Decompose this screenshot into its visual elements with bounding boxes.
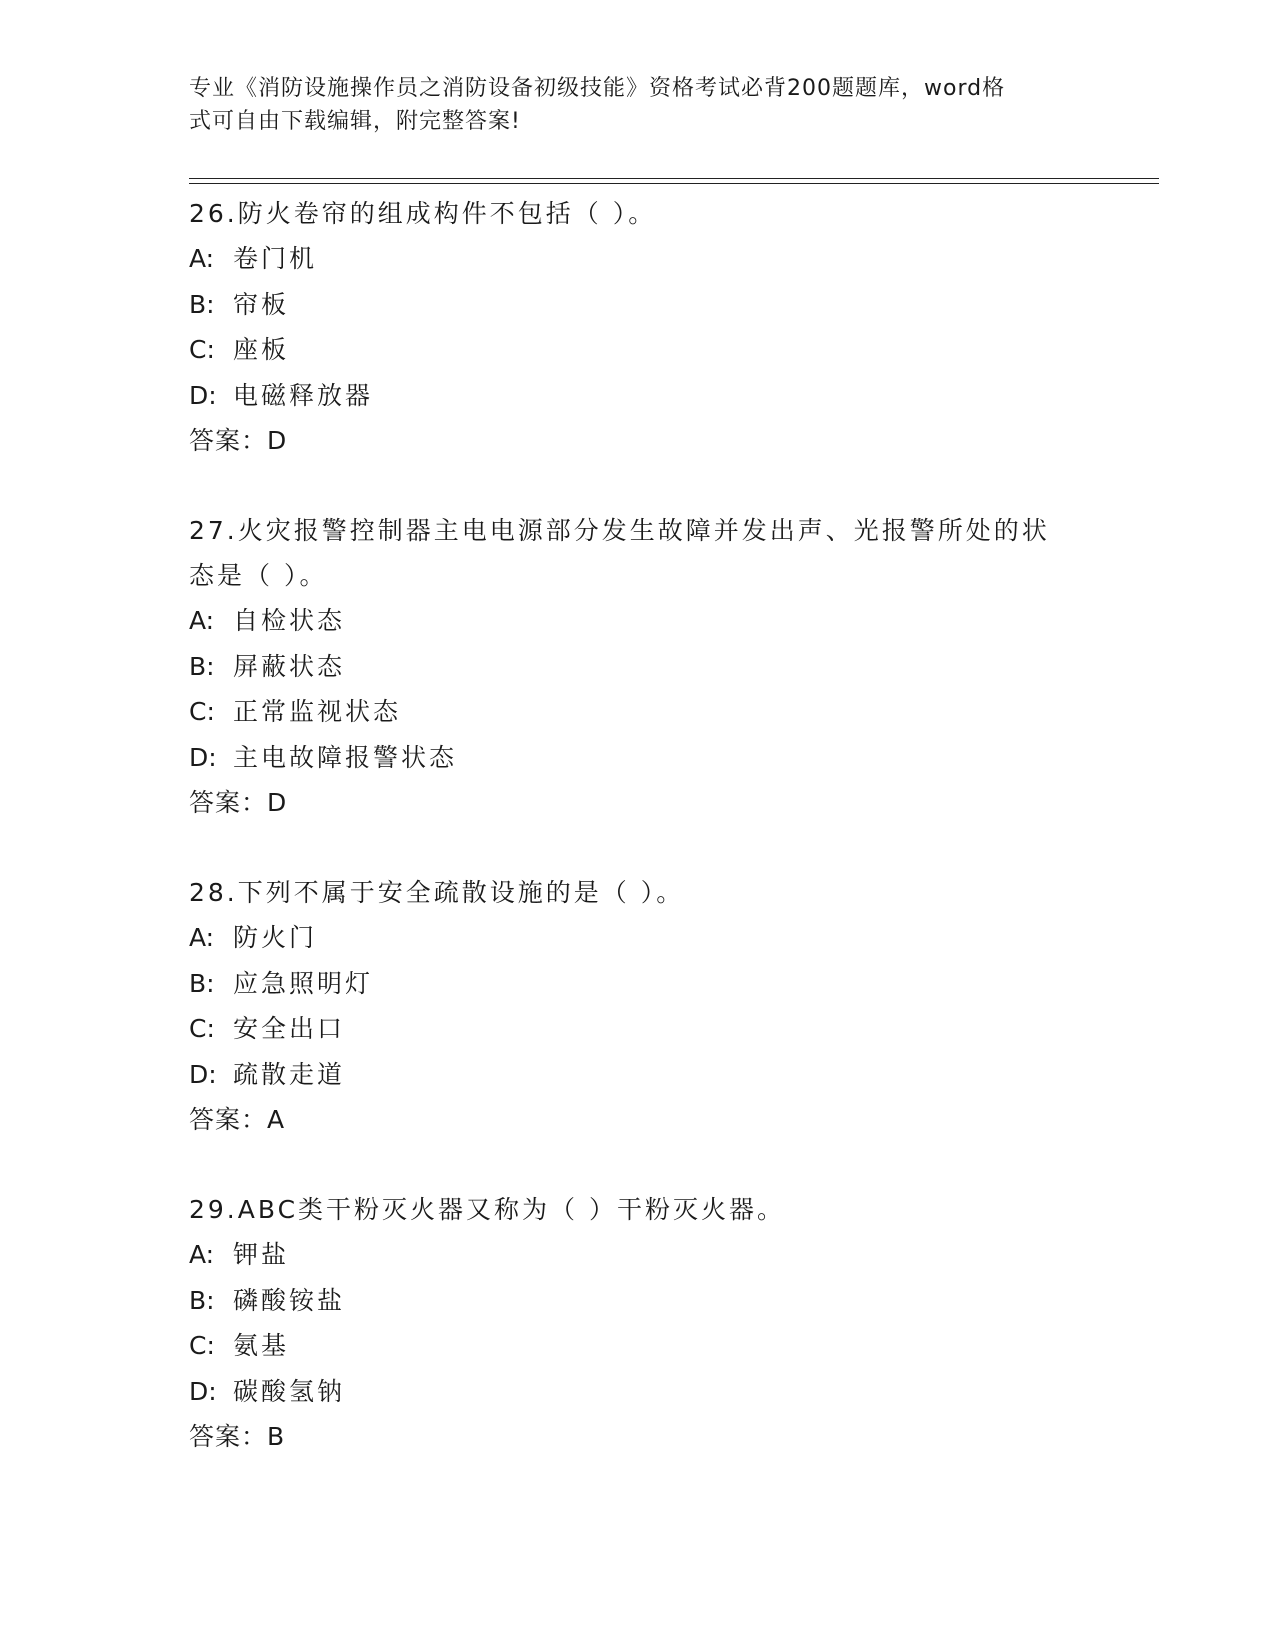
question-28	[189, 870, 1089, 1142]
option-text: 自检状态	[233, 606, 346, 635]
header-line-2: 式可自由下载编辑，附完整答案!	[189, 109, 521, 134]
option-c	[189, 1006, 1089, 1052]
option-b	[189, 282, 1089, 328]
option-key: B:	[189, 651, 215, 681]
option-text: 座板	[233, 335, 290, 364]
header-divider-bottom	[189, 183, 1159, 184]
document-header	[189, 72, 1069, 138]
option-d	[189, 735, 1089, 781]
option-text: 帘板	[233, 289, 290, 319]
header-line-1: 专业《消防设施操作员之消防设备初级技能》资格考试必背200题题库，word格	[189, 76, 1006, 101]
option-b	[189, 644, 1089, 690]
option-text: 安全出口	[233, 1014, 346, 1043]
question-stem: 28.下列不属于安全疏散设施的是（ ）。	[189, 878, 685, 907]
question-list	[189, 191, 1089, 1504]
answer-label: 答案：D	[189, 788, 288, 817]
question-27	[189, 508, 1089, 825]
question-stem: 29.ABC类干粉灭火器又称为（ ）干粉灭火器。	[189, 1195, 785, 1224]
question-stem: 26.防火卷帘的组成构件不包括（ ）。	[189, 199, 657, 228]
option-c	[189, 689, 1089, 735]
option-a	[189, 598, 1089, 644]
option-key: A:	[189, 244, 215, 273]
option-a	[189, 1232, 1089, 1278]
option-key: D:	[189, 1376, 217, 1406]
option-b	[189, 961, 1089, 1007]
option-key: A:	[189, 923, 215, 952]
option-text: 屏蔽状态	[233, 651, 346, 681]
option-key: A:	[189, 606, 215, 635]
option-key: B:	[189, 289, 215, 319]
option-key: C:	[189, 697, 215, 726]
answer-label: 答案：D	[189, 426, 288, 455]
option-a	[189, 915, 1089, 961]
option-text: 碳酸氢钠	[233, 1376, 346, 1406]
option-text: 磷酸铵盐	[233, 1285, 346, 1315]
option-text: 氨基	[233, 1331, 290, 1360]
option-key: C:	[189, 1014, 215, 1043]
option-key: C:	[189, 1331, 215, 1360]
option-text: 钾盐	[233, 1240, 290, 1269]
option-key: D:	[189, 380, 217, 410]
question-stem: 27.火灾报警控制器主电电源部分发生故障并发出声、光报警所处的状	[189, 516, 1050, 545]
option-key: D:	[189, 1059, 217, 1089]
option-d	[189, 373, 1089, 419]
option-key: B:	[189, 968, 215, 998]
option-key: B:	[189, 1285, 215, 1315]
option-b	[189, 1278, 1089, 1324]
question-29	[189, 1187, 1089, 1459]
option-text: 电磁释放器	[233, 380, 374, 410]
option-text: 卷门机	[233, 244, 318, 273]
option-d	[189, 1369, 1089, 1415]
question-stem-continued: 态是（ ）。	[189, 561, 328, 590]
option-text: 应急照明灯	[233, 968, 374, 998]
option-key: D:	[189, 742, 217, 772]
answer-label: 答案：B	[189, 1422, 286, 1451]
header-divider-top	[189, 178, 1159, 179]
option-c	[189, 327, 1089, 373]
option-text: 防火门	[233, 923, 318, 952]
option-a	[189, 236, 1089, 282]
option-text: 主电故障报警状态	[233, 742, 458, 772]
option-text: 疏散走道	[233, 1059, 346, 1089]
option-c	[189, 1323, 1089, 1369]
option-key: C:	[189, 335, 215, 364]
option-key: A:	[189, 1240, 215, 1269]
option-d	[189, 1052, 1089, 1098]
question-26	[189, 191, 1089, 463]
answer-label: 答案：A	[189, 1105, 286, 1134]
option-text: 正常监视状态	[233, 697, 402, 726]
